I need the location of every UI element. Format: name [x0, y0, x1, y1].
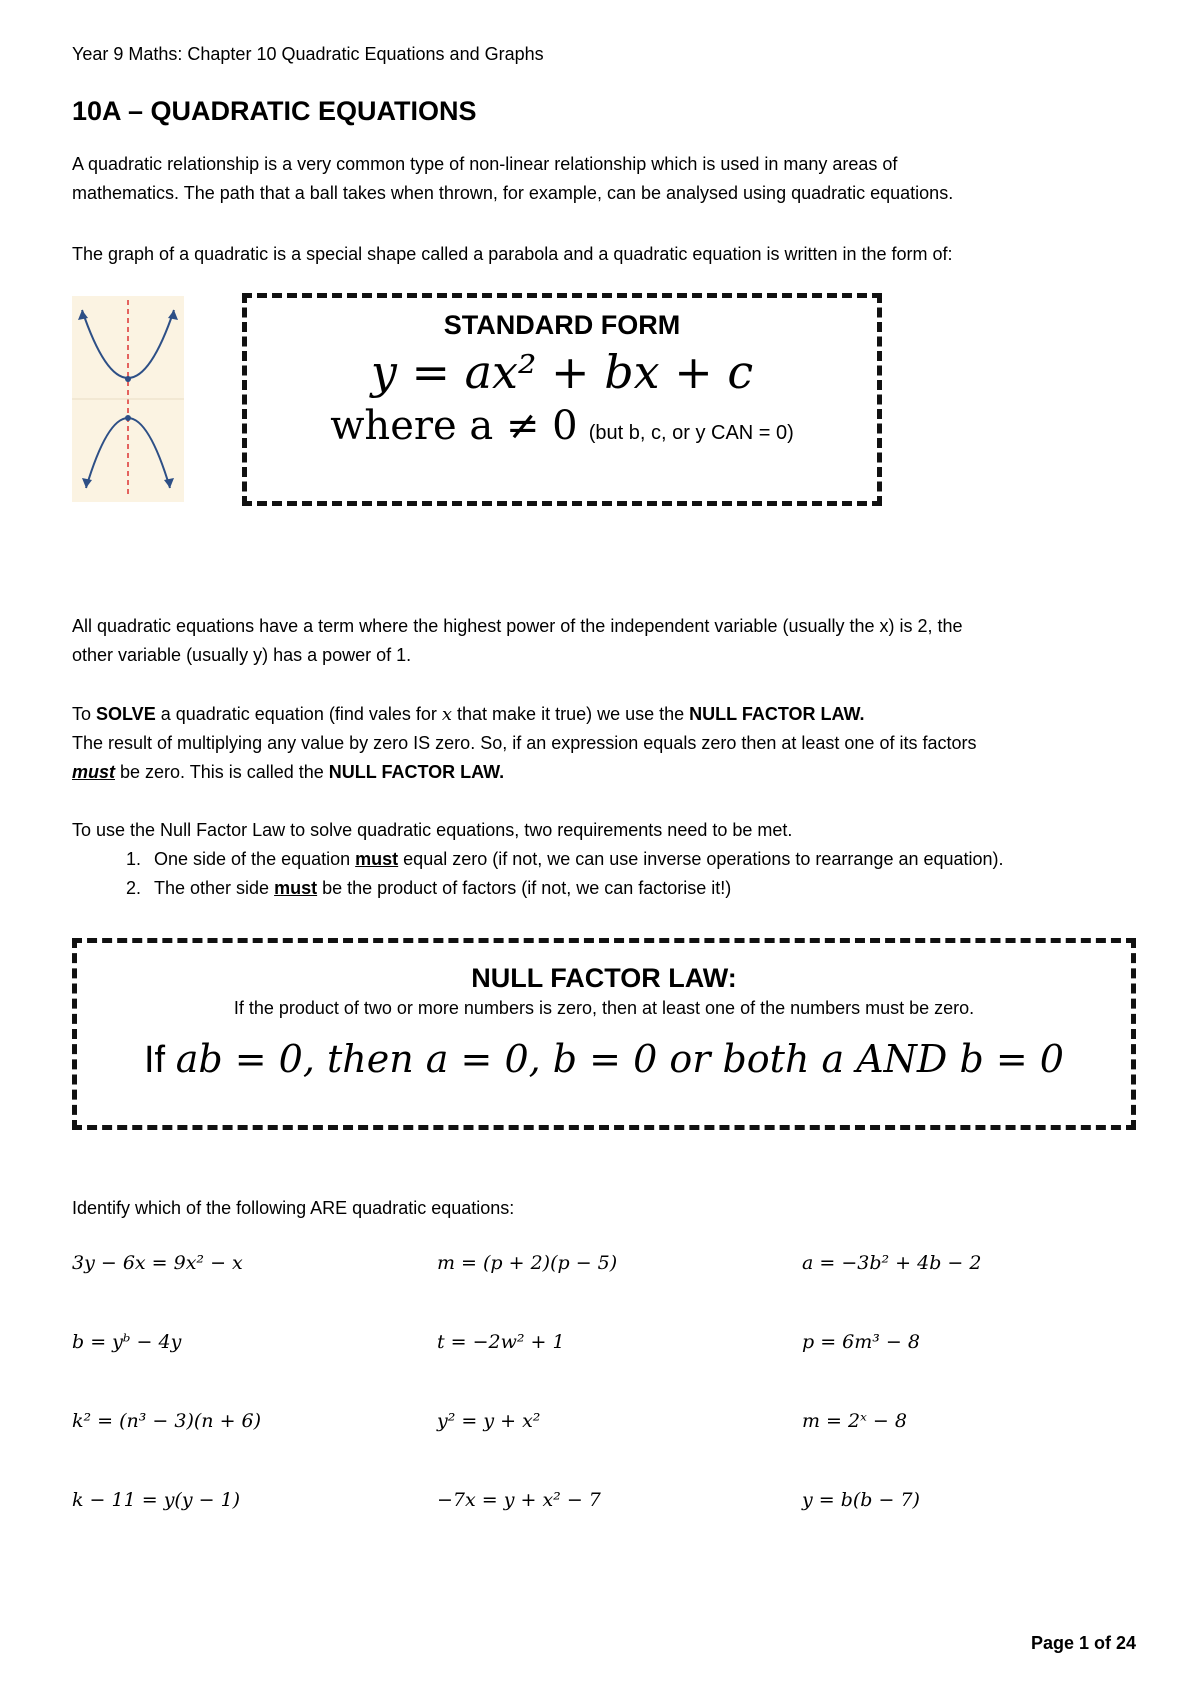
- solve-line-1: [72, 700, 1142, 729]
- solve-word: SOLVE: [96, 704, 156, 724]
- intro-paragraph: [72, 150, 1142, 208]
- running-header: Year 9 Maths: Chapter 10 Quadratic Equations and Graphs: [72, 44, 544, 64]
- exercise-prompt: Identify which of the following ARE quadratic equations:: [72, 1198, 515, 1218]
- exercise-grid: [72, 1252, 1142, 1568]
- null-factor-law-heading: NULL FACTOR LAW:: [471, 963, 737, 993]
- null-factor-law-box: [72, 938, 1136, 1130]
- requirements-intro: To use the Null Factor Law to solve quadratic equations, two requirements need to be met.: [72, 820, 793, 840]
- parabola-graph-icon: [72, 296, 184, 502]
- intro-line-2: mathematics. The path that a ball takes when thrown, for example, can be analysed using quadratic equations.: [72, 183, 954, 203]
- equation-body: ab = 0, then a = 0, b = 0 or both a AND b = 0: [175, 1037, 1064, 1081]
- powers-paragraph: [72, 612, 1142, 670]
- exercise-row: [72, 1410, 1142, 1489]
- requirements-section: [72, 816, 1142, 903]
- solve-line-2: The result of multiplying any value by zero IS zero. So, if an expression equals zero then at least one of its factors: [72, 733, 977, 753]
- parabola-illustration: [72, 296, 184, 502]
- requirement-1: 1. One side of the equation must equal zero (if not, we can use inverse operations to rearrange an equation).: [146, 845, 1142, 874]
- solve-mid2: that make it true) we use the: [452, 704, 690, 724]
- powers-line-1: All quadratic equations have a term where the highest power of the independent variable (usually the x) is 2, the: [72, 616, 963, 636]
- solve-line-3: [72, 758, 1142, 787]
- equation-item: y = b(b − 7): [802, 1489, 920, 1511]
- equation-if: If: [144, 1039, 176, 1081]
- exercise-row: [72, 1252, 1142, 1331]
- solve-must: must: [72, 762, 116, 782]
- equation-item: m = (p + 2)(p − 5): [437, 1252, 618, 1274]
- intro-line-1: A quadratic relationship is a very common type of non-linear relationship which is used in many areas of: [72, 154, 898, 174]
- solve-mid: a quadratic equation (find vales for: [155, 704, 442, 724]
- equation-item: t = −2w² + 1: [437, 1331, 565, 1353]
- null-factor-law-statement: If the product of two or more numbers is zero, then at least one of the numbers must be zero.: [233, 998, 975, 1018]
- equation-item: m = 2ˣ − 8: [802, 1410, 907, 1432]
- equation-item: k − 11 = y(y − 1): [72, 1489, 241, 1511]
- solve-pre: To: [72, 704, 97, 724]
- equation-item: p = 6m³ − 8: [802, 1331, 920, 1353]
- equation-item: a = −3b² + 4b − 2: [802, 1252, 982, 1274]
- exercise-row: [72, 1331, 1142, 1410]
- requirement-2: 2. The other side must be the product of factors (if not, we can factorise it!): [146, 874, 1142, 903]
- equation-item: −7x = y + x² − 7: [437, 1489, 601, 1511]
- condition-note: (but b, c, or y CAN = 0): [588, 422, 794, 444]
- standard-form-heading: STANDARD FORM: [443, 310, 681, 340]
- standard-form-equation: y = ax² + bx + c: [370, 345, 754, 399]
- solve-law: NULL FACTOR LAW.: [689, 704, 865, 724]
- page-number: Page 1 of 24: [1030, 1633, 1136, 1653]
- equation-item: y² = y + x²: [437, 1410, 541, 1432]
- parabola-intro: The graph of a quadratic is a special shape called a parabola and a quadratic equation is written in the form of:: [72, 244, 953, 264]
- powers-line-2: other variable (usually y) has a power of 1.: [72, 645, 412, 665]
- standard-form-condition: [247, 403, 877, 449]
- equation-item: b = yᵇ − 4y: [72, 1331, 182, 1353]
- solve-law2: NULL FACTOR LAW.: [328, 762, 505, 782]
- null-factor-law-equation: [77, 1037, 1131, 1082]
- solve-line3-rest: be zero. This is called the: [115, 762, 329, 782]
- standard-form-box: [242, 293, 882, 506]
- solve-var: x: [441, 704, 453, 725]
- equation-item: 3y − 6x = 9x² − x: [72, 1252, 243, 1274]
- condition-text: where a ≠ 0: [330, 403, 578, 449]
- section-title: 10A – QUADRATIC EQUATIONS: [72, 96, 477, 126]
- equation-item: k² = (n³ − 3)(n + 6): [72, 1410, 262, 1432]
- exercise-row: [72, 1489, 1142, 1568]
- solve-paragraph: [72, 700, 1142, 787]
- requirements-list: [72, 845, 1142, 903]
